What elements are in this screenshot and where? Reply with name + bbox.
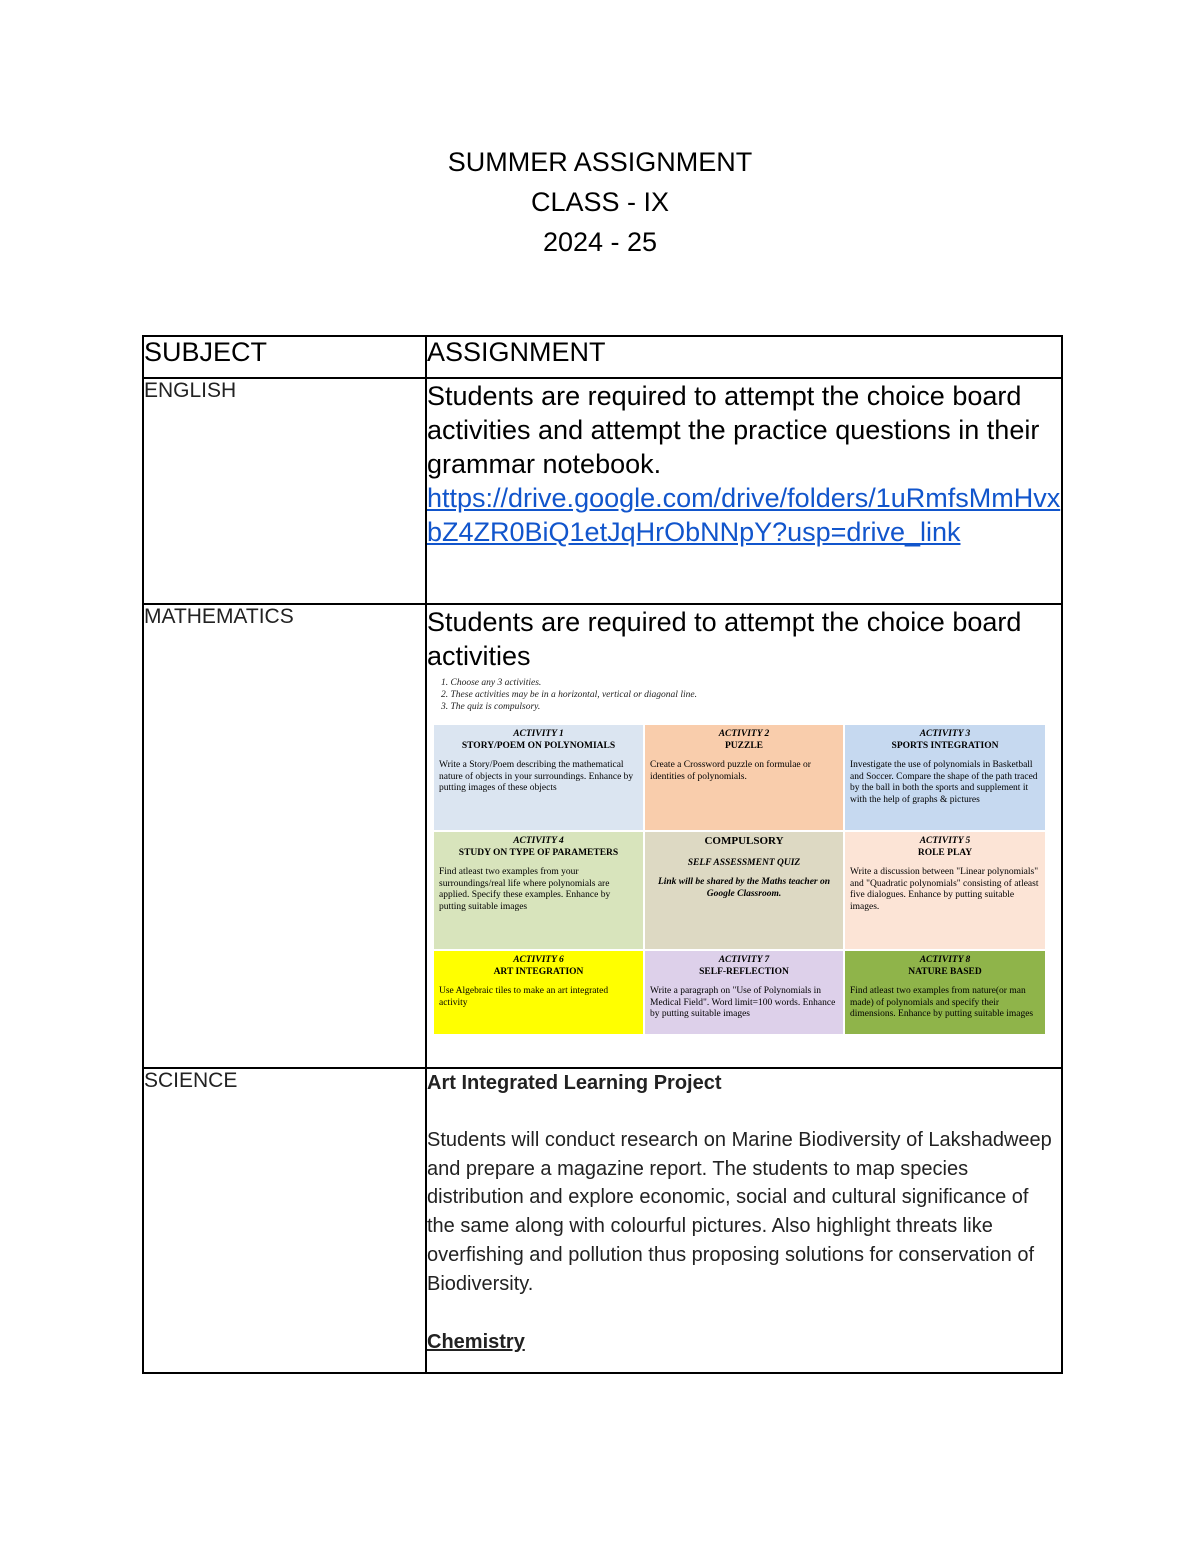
- choice-board-tile: [434, 832, 643, 949]
- science-instructions: Students will conduct research on Marine Biodiversity of Lakshadweep and prepare a magazine report. The students to map species distribution and explore economic, social and cultural significance of the same along with colourful pictures. Also highlight threats like overfishing and pollution thus proposing solutions for conservation of Biodiversity.: [427, 1128, 1052, 1295]
- tile-body: Find atleast two examples from your surroundings/real life where polynomials are applied. Specify these examples. Enhance by putting suitable images: [439, 867, 611, 912]
- rule-item: These activities may be in a horizontal, vertical or diagonal line.: [450, 690, 697, 700]
- tile-title: ACTIVITY 2: [718, 729, 770, 739]
- subject-english: ENGLISH: [143, 378, 426, 604]
- tile-subtitle: SELF ASSESSMENT QUIZ: [687, 857, 801, 868]
- table-row-science: [143, 1068, 1062, 1373]
- english-instructions: Students are required to attempt the choice board activities and attempt the practice questions in their grammar notebook.: [427, 381, 1040, 479]
- tile-subtitle: SPORTS INTEGRATION: [891, 740, 999, 751]
- doc-session: 2024 - 25: [542, 227, 658, 257]
- subject-header: SUBJECT: [143, 336, 426, 378]
- assignment-science: [426, 1068, 1062, 1373]
- choice-board-rules: [441, 677, 1061, 713]
- tile-subtitle: SELF-REFLECTION: [699, 966, 789, 977]
- subject-science: SCIENCE: [143, 1068, 426, 1373]
- choice-board-tile: [845, 725, 1045, 830]
- tile-title: COMPULSORY: [704, 835, 784, 847]
- choice-board-tile: [645, 951, 843, 1034]
- rule-item: Choose any 3 activities.: [450, 678, 542, 688]
- choice-board-grid: [434, 725, 1045, 1034]
- document-header: [0, 142, 1200, 262]
- table-header-row: [143, 336, 1062, 378]
- tile-subtitle: NATURE BASED: [908, 966, 982, 977]
- mathematics-instructions: Students are required to attempt the choice board activities: [427, 607, 1022, 671]
- tile-title: ACTIVITY 3: [919, 729, 971, 739]
- tile-subtitle: ART INTEGRATION: [493, 966, 584, 977]
- tile-subtitle: STORY/POEM ON POLYNOMIALS: [461, 740, 616, 751]
- assignment-mathematics: [426, 604, 1062, 1068]
- subject-mathematics: MATHEMATICS: [143, 604, 426, 1068]
- assignment-header: ASSIGNMENT: [426, 336, 1062, 378]
- tile-body: Investigate the use of polynomials in Basketball and Soccer. Compare the shape of the path traced by the ball in both the sports and supplement it with the help of graphs & pictures: [850, 760, 1038, 805]
- tile-title: ACTIVITY 8: [919, 955, 971, 965]
- tile-title: ACTIVITY 6: [513, 955, 564, 965]
- choice-board-tile: [645, 832, 843, 949]
- choice-board-tile: [645, 725, 843, 830]
- rule-item: The quiz is compulsory.: [450, 702, 541, 712]
- table-row-english: [143, 378, 1062, 604]
- choice-board-tile: [434, 725, 643, 830]
- assignment-english: [426, 378, 1062, 604]
- chemistry-heading: Chemistry: [427, 1330, 525, 1353]
- choice-board-tile: [845, 832, 1045, 949]
- english-drive-link[interactable]: https://drive.google.com/drive/folders/1uRmfsMmHvxbZ4ZR0BiQ1etJqHrObNNpY?usp=drive_link: [427, 483, 1061, 547]
- tile-body: Link will be shared by the Maths teacher on Google Classroom.: [657, 877, 831, 899]
- doc-class: CLASS - IX: [530, 187, 670, 217]
- choice-board-tile: [845, 951, 1045, 1034]
- tile-body: Create a Crossword puzzle on formulae or identities of polynomials.: [650, 760, 811, 782]
- tile-subtitle: PUZZLE: [724, 740, 763, 751]
- tile-body: Find atleast two examples from nature(or man made) of polynomials and specify their dimensions. Enhance by putting suitable images: [850, 986, 1034, 1019]
- tile-body: Use Algebraic tiles to make an art integrated activity: [439, 986, 609, 1008]
- tile-subtitle: ROLE PLAY: [917, 847, 973, 858]
- assignment-table: [142, 335, 1063, 1374]
- tile-subtitle: STUDY ON TYPE OF PARAMETERS: [458, 847, 619, 858]
- tile-body: Write a paragraph on "Use of Polynomials in Medical Field". Word limit=100 words. Enhance by putting suitable images: [650, 986, 836, 1019]
- tile-body: Write a discussion between "Linear polynomials" and "Quadratic polynomials" consisting of atleast five dialogues. Enhance by putting suitable images.: [850, 867, 1039, 912]
- choice-board-tile: [434, 951, 643, 1034]
- science-project-title: Art Integrated Learning Project: [427, 1072, 722, 1094]
- doc-title: SUMMER ASSIGNMENT: [447, 147, 753, 177]
- tile-body: Write a Story/Poem describing the mathematical nature of objects in your surroundings. Enhance by putting images of these objects: [439, 760, 634, 793]
- tile-title: ACTIVITY 4: [513, 836, 564, 846]
- table-row-mathematics: [143, 604, 1062, 1068]
- tile-title: ACTIVITY 7: [718, 955, 770, 965]
- tile-title: ACTIVITY 1: [513, 729, 564, 739]
- tile-title: ACTIVITY 5: [919, 836, 971, 846]
